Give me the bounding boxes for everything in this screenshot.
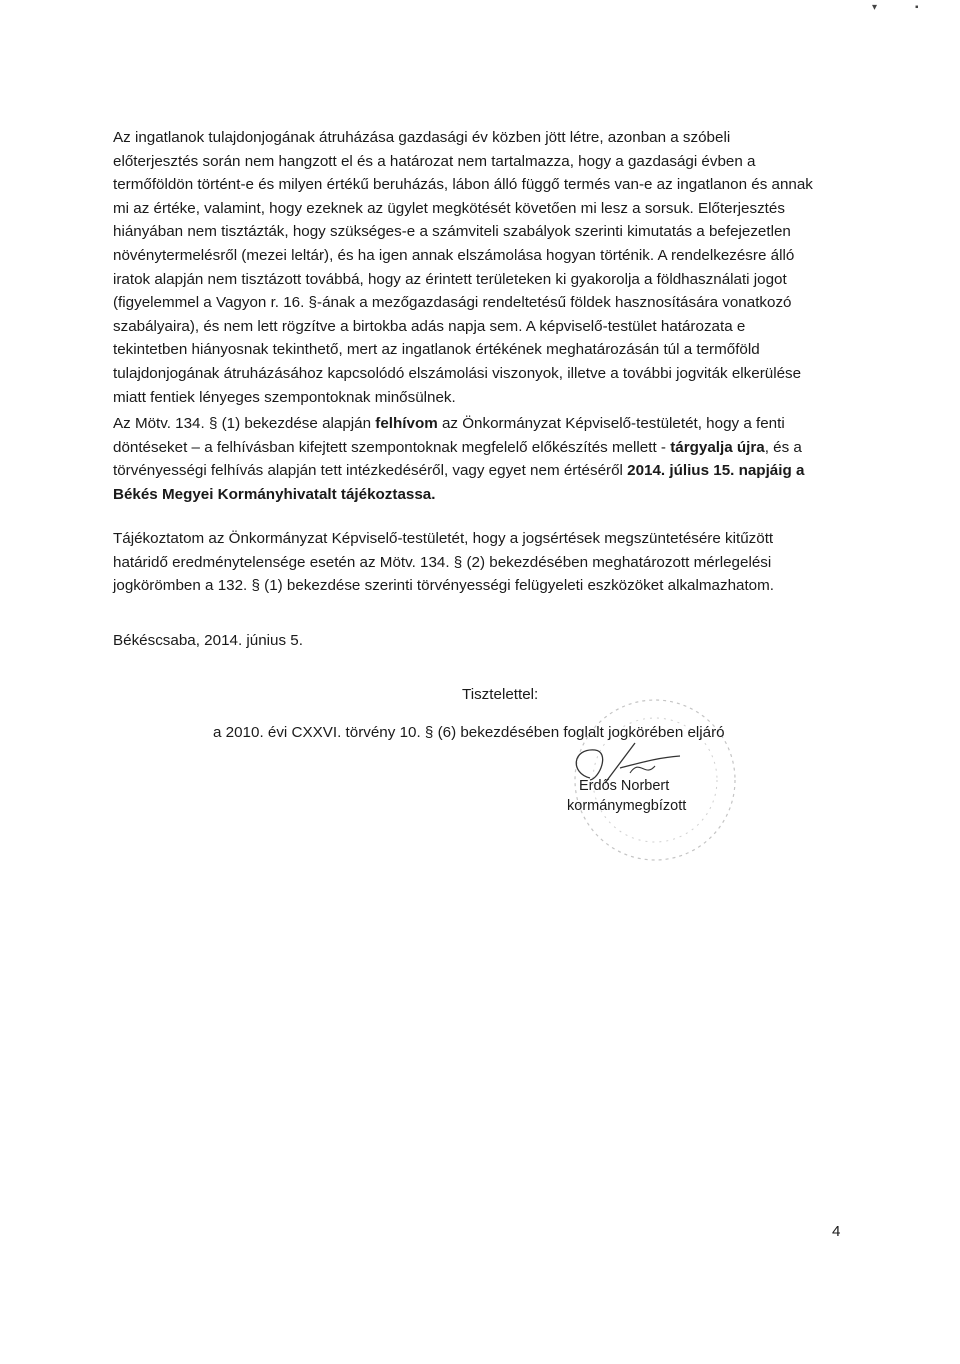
paragraph-line: jogkörömben a 132. § (1) bekezdése szerinti törvényességi felügyeleti eszközöket alkalmazhatom. (113, 577, 775, 595)
paragraph-line: növénytermelésről (mezei leltár), és ha igen annak elszámolása hogyan történik. A rendelkezésre álló (113, 246, 795, 264)
bold-text: 2014. július 15. napjáig a (627, 462, 805, 480)
text-run: Az Mötv. 134. § (1) bekezdése alapján (113, 415, 376, 432)
paragraph-line: előterjesztés során nem hangzott el és a határozat nem tartalmazza, hogy a gazdasági évben a (113, 152, 756, 170)
bold-text: Békés Megyei Kormányhivatalt tájékoztassa. (113, 485, 436, 503)
paragraph-line: Tájékoztatom az Önkormányzat Képviselő-testületét, hogy a jogsértések megszüntetésére kitűzött (113, 530, 774, 547)
paragraph-line: szabályaira), és nem lett rögzítve a birtokba adás napja sem. A képviselő-testület határozata e (113, 317, 746, 335)
paragraph-line: tekintetben hiányosnak tekinthető, mert az ingatlanok értékének meghatározásán túl a termőföld (113, 341, 760, 359)
signer-block (567, 776, 686, 816)
text-run: az Önkormányzat Képviselő-testületét, hogy a fenti (437, 415, 785, 432)
scan-mark-icon: ▾ (872, 2, 878, 13)
paragraph-line (113, 459, 839, 483)
paragraph-line: miatt fentiek lényeges szempontoknak minősülnek. (113, 388, 456, 406)
paragraph-line (113, 436, 839, 460)
bold-text: tárgyalja újra (670, 438, 765, 456)
page-number: 4 (832, 1223, 841, 1240)
paragraph-line: iratok alapján nem tisztázott továbbá, hogy az érintett területeken ki gyakorolja a földhasználati jogot (113, 270, 787, 288)
text-run: döntéseket – a felhívásban kifejtett szempontoknak megfelelő előkészítés mellett - (113, 438, 671, 456)
paragraph-line: hiányában nem tisztázták, hogy szükséges-e a számviteli szabályok szerinti kimutatás a befejezetlen (113, 223, 791, 241)
paragraph-line: Az ingatlanok tulajdonjogának átruházása gazdasági év közben jött létre, azonban a szóbeli (113, 129, 731, 146)
text-run: , és a (764, 438, 802, 456)
paragraph-line: (figyelemmel a Vagyon r. 16. §-ának a mezőgazdasági rendeltetésű földek hasznosítására vonatkozó (113, 294, 792, 312)
paragraph-information (113, 527, 839, 598)
bold-text: felhívom (375, 415, 438, 432)
paragraph-line: termőföldön történt-e és milyen értékű beruházás, lábon álló függő termés van-e az ingatlanon és annak (113, 176, 813, 194)
text-run: törvényességi felhívás alapján tett intézkedéséről, vagy egyet nem értéséről (113, 462, 628, 480)
paragraph-line (113, 483, 839, 507)
paragraph-line (113, 412, 839, 436)
closing-salutation: Tisztelettel: (462, 686, 539, 703)
authority-line: a 2010. évi CXXVI. törvény 10. § (6) bekezdésében foglalt jogkörében eljáró (213, 724, 725, 741)
document-date: Békéscsaba, 2014. június 5. (113, 632, 303, 649)
scan-mark-icon: ▪ (915, 2, 919, 13)
signer-name: Erdős Norbert (579, 778, 670, 794)
paragraph-summons (113, 412, 839, 506)
paragraph-line: tulajdonjogának átruházásához kapcsolódó elszámolási viszonyok, illetve a további jogviták elkerülése (113, 364, 802, 382)
paragraph-line: határidő eredménytelensége esetén az Mötv. 134. § (2) bekezdésében meghatározott mérlegelési (113, 553, 772, 571)
paragraph-property-transfer (113, 126, 839, 409)
paragraph-line: mi az értéke, valamint, hogy ezeknek az ügylet megkötését követően mi lesz a sorsuk. Előterjesztés (113, 199, 785, 217)
signer-title: kormánymegbízott (567, 798, 687, 814)
